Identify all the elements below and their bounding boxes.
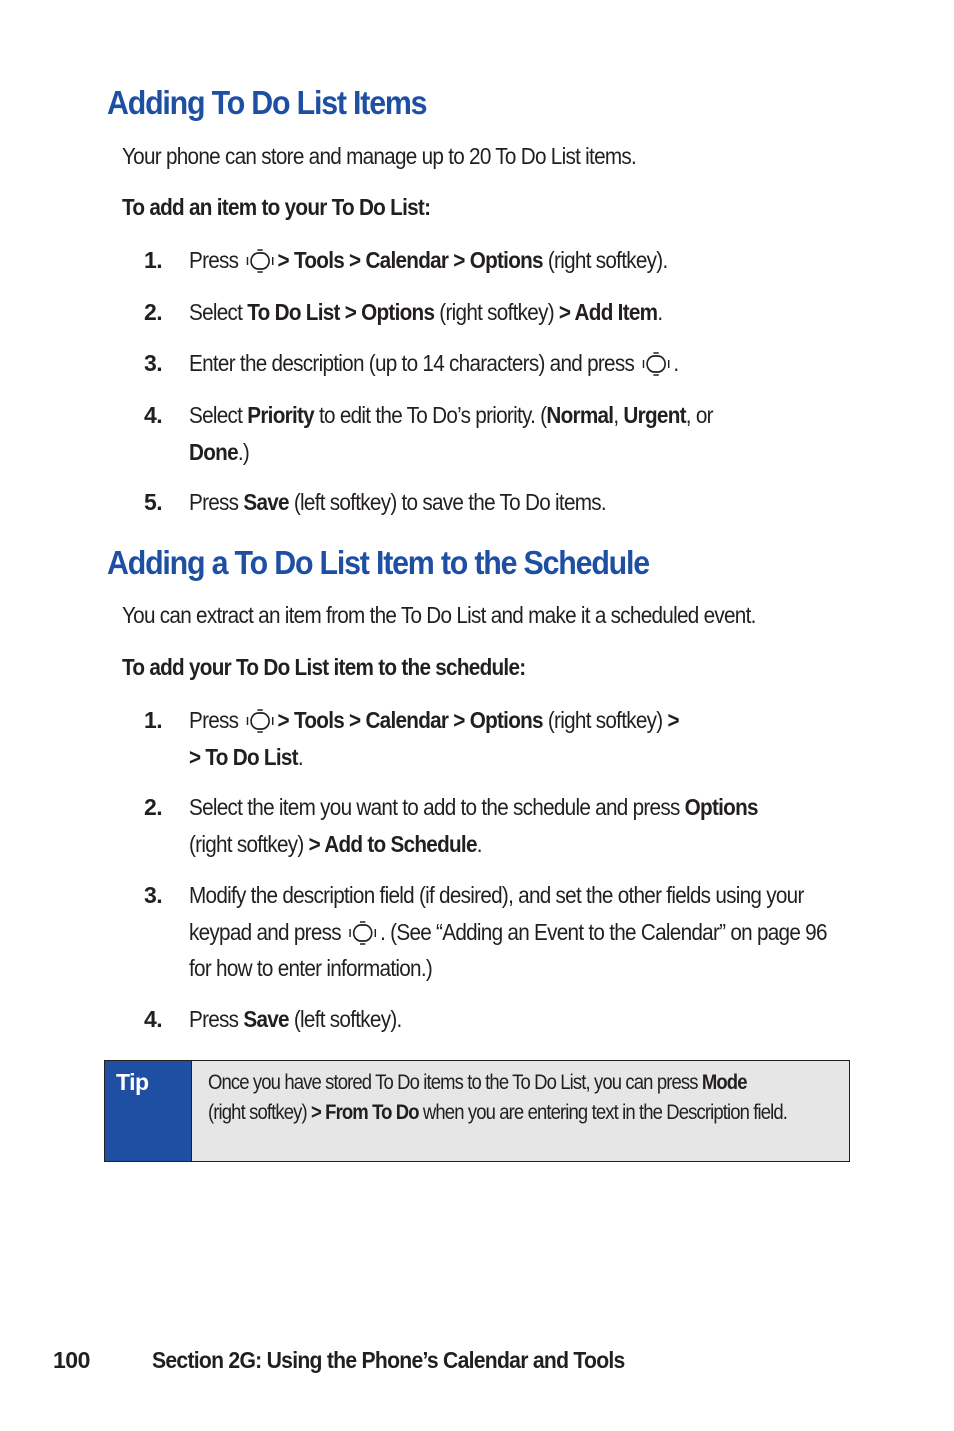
step-text: Select To Do List > Options (right softkey) > Add Item. [189,299,663,325]
procedure-title: To add an item to your To Do List: [122,194,431,220]
step-number: 2. [144,299,163,325]
step-text: Select the item you want to add to the schedule and press Options (right softkey) > Add to Schedule. [189,794,758,857]
section-heading-adding-items: Adding To Do List Items [107,84,427,121]
to-do-list-label: > To Do List [189,743,298,770]
tip-label-panel [105,1061,192,1161]
step-number: 1. [144,247,163,273]
section-intro: Your phone can store and manage up to 20 To Do List items. [122,143,637,169]
step-number: 3. [144,882,163,908]
menu-ok-key-icon [245,709,276,733]
procedure-title: To add your To Do List item to the schedule: [122,654,526,680]
footer-section-title: Section 2G: Using the Phone’s Calendar and Tools [152,1347,625,1373]
tip-box [104,1060,850,1162]
step-text: Press Save (left softkey). [189,1006,402,1032]
step-number: 3. [144,350,163,376]
step-number: 4. [144,1006,163,1032]
menu-ok-key-icon [348,921,379,945]
section-heading-add-to-schedule: Adding a To Do List Item to the Schedule [107,544,649,581]
menu-ok-key-icon [245,249,276,273]
tip-label: Tip [116,1069,149,1095]
step-text: Modify the description field (if desired), and set the other fields using your keypad and press . (See “Adding an Event to the Calendar” on page 96 for how to enter information.) [189,882,827,981]
step-text: Press > Tools > Calendar > Options (right softkey) > > To Do List. [189,707,679,770]
section-intro: You can extract an item from the To Do List and make it a scheduled event. [122,602,756,628]
step-text: Select Priority to edit the To Do’s priority. (Normal, Urgent, or Done.) [189,402,713,465]
step-number: 1. [144,707,163,733]
step-text: Press > Tools > Calendar > Options (right softkey). [189,247,668,273]
step-text: Enter the description (up to 14 characters) and press . [189,350,679,376]
step-text: Press Save (left softkey) to save the To Do items. [189,489,606,515]
step-number: 2. [144,794,163,820]
tip-text: Once you have stored To Do items to the To Do List, you can press Mode (right softkey) > From To Do when you are entering text in the Description field. [208,1071,788,1124]
step-number: 4. [144,402,163,428]
menu-ok-key-icon [641,352,672,376]
page-number: 100 [53,1347,90,1373]
step-number: 5. [144,489,163,515]
